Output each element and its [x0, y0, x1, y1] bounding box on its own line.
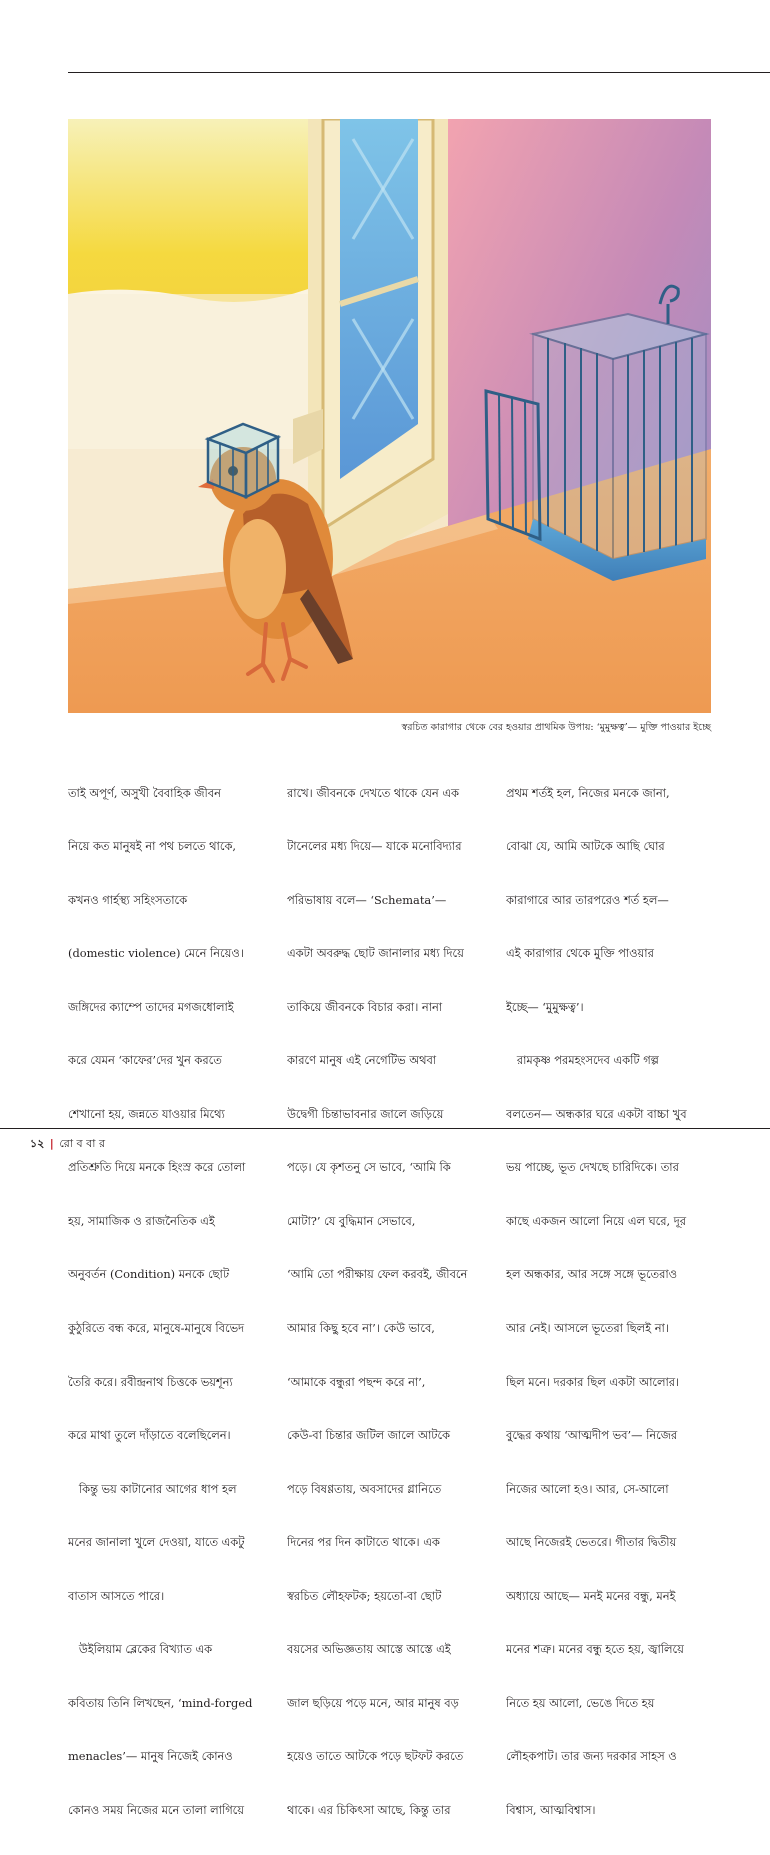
text-line: প্রথম শর্তই হল, নিজের মনকে জানা,: [506, 785, 670, 800]
text-line: উইলিয়াম ব্লেকের বিখ্যাত এক: [68, 1642, 213, 1657]
text-line: মোটা?’ যে বুদ্ধিমান সেভাবে,: [287, 1213, 416, 1228]
text-line: লৌহকপাট। তার জন্য দরকার সাহস ও: [506, 1749, 677, 1764]
text-line: কুঠুরিতে বন্ধ করে, মানুষে-মানুষে বিভেদ: [68, 1321, 245, 1335]
text-line: করে মাথা তুলে দাঁড়াতে বলেছিলেন।: [68, 1428, 231, 1443]
text-line: কখনও গার্হস্থ্য সহিংসতাকে: [68, 892, 188, 907]
text-line: পড়ে বিষণ্ণতায়, অবসাদের গ্লানিতে: [287, 1481, 442, 1496]
text-line: মনের শত্রু। মনের বন্ধু হতে হয়, জ্বালিয়ে: [506, 1642, 684, 1657]
text-line: পরিভাষায় বলে— ‘Schemata’—: [287, 892, 447, 907]
text-line: বোঝা যে, আমি আটকে আছি ঘোর: [506, 839, 665, 854]
text-line: শেখানো হয়, জন্নতে যাওয়ার মিথ্যে: [68, 1106, 225, 1121]
text-line: এই কারাগার থেকে মুক্তি পাওয়ার: [506, 946, 654, 961]
text-line: উদ্বেগী চিন্তাভাবনার জালে জড়িয়ে: [287, 1106, 444, 1121]
text-line: বুদ্ধের কথায় ‘আত্মদীপ ভব’— নিজের: [506, 1428, 678, 1443]
text-line: কবিতায় তিনি লিখছেন, ‘mind-forged: [68, 1695, 253, 1710]
text-line: নিতে হয় আলো, ভেঙে দিতে হয়: [506, 1695, 655, 1710]
text-line: হয়, সামাজিক ও রাজনৈতিক এই: [68, 1213, 215, 1228]
text-line: নিজের আলো হও। আর, সে-আলো: [506, 1481, 669, 1496]
column-3: [506, 749, 711, 1855]
text-line: বাতাস আসতে পারে।: [68, 1588, 165, 1603]
text-line: স্বরচিত লৌহফটক; হয়তো-বা ছোট: [287, 1588, 442, 1603]
text-line: রামকৃষ্ণ পরমহংসদেব একটি গল্প: [506, 1053, 659, 1068]
text-line: জাল ছড়িয়ে পড়ে মনে, আর মানুষ বড়: [287, 1695, 459, 1710]
text-line: (domestic violence) মেনে নিয়েও।: [68, 946, 244, 961]
text-line: আর নেই। আসলে ভূতেরা ছিলই না।: [506, 1321, 669, 1335]
text-line: নিয়ে কত মানুষই না পথ চলতে থাকে,: [68, 839, 237, 854]
text-line: কিন্তু ভয় কাটানোর আগের ধাপ হল: [68, 1481, 237, 1496]
text-line: জঙ্গিদের ক্যাম্পে তাদের মগজধোলাই: [68, 999, 234, 1014]
text-line: প্রতিশ্রুতি দিয়ে মনকে হিংস্র করে তোলা: [68, 1160, 246, 1175]
column-1: [68, 749, 273, 1855]
text-line: ছিল মনে। দরকার ছিল একটা আলোর।: [506, 1374, 680, 1389]
top-rule: [68, 72, 770, 73]
footer-separator: |: [49, 1137, 54, 1150]
bird-with-cage-on-head-icon: [68, 119, 711, 713]
bottom-rule: [0, 1128, 770, 1129]
text-line: বিশ্বাস, আত্মবিশ্বাস।: [506, 1802, 596, 1817]
column-2: [287, 749, 492, 1855]
text-line: অনুবর্তন (Condition) মনকে ছোট: [68, 1267, 230, 1282]
text-line: মনের জানালা খুলে দেওয়া, যাতে একটু: [68, 1535, 245, 1550]
text-line: দিনের পর দিন কাটাতে থাকে। এক: [287, 1535, 440, 1550]
text-line: কাছে একজন আলো নিয়ে এল ঘরে, দূর: [506, 1213, 686, 1228]
text-line: ইচ্ছে— ‘মুমুক্ষত্ব’।: [506, 999, 584, 1014]
illustration-caption: স্বরচিত কারাগার থেকে বের হওয়ার প্রাথমিক উপায়: ‘মুমুক্ষত্ব’— মুক্তি পাওয়ার ইচ্ছে: [401, 722, 711, 733]
magazine-name: রো ব বা র: [59, 1137, 106, 1150]
text-line: তৈরি করে। রবীন্দ্রনাথ চিত্তকে ভয়শূন্য: [68, 1374, 233, 1389]
text-line: তাই অপূর্ণ, অসুখী বৈবাহিক জীবন: [68, 785, 221, 800]
text-line: ‘আমি তো পরীক্ষায় ফেল করবই, জীবনে: [287, 1267, 468, 1282]
text-line: রাখে। জীবনকে দেখতে থাকে যেন এক: [287, 785, 459, 800]
illustration: [68, 119, 711, 713]
text-line: ‘আমাকে বন্ধুরা পছন্দ করে না’,: [287, 1374, 426, 1389]
text-line: করে যেমন ‘কাফের’দের খুন করতে: [68, 1053, 222, 1068]
text-line: টানেলের মধ্য দিয়ে— যাকে মনোবিদ্যার: [287, 839, 462, 854]
text-line: কোনও সময় নিজের মনে তালা লাগিয়ে: [68, 1802, 244, 1817]
text-line: কারাগারে আর তারপরেও শর্ত হল—: [506, 892, 669, 907]
text-line: আমার কিছু হবে না’। কেউ ভাবে,: [287, 1321, 435, 1335]
text-line: কারণে মানুষ এই নেগেটিভ অথবা: [287, 1053, 437, 1068]
text-line: হয়েও তাতে আটকে পড়ে ছটফট করতে: [287, 1749, 464, 1764]
text-line: বয়সের অভিজ্ঞতায় আস্তে আস্তে এই: [287, 1642, 451, 1657]
page-footer: [30, 1137, 105, 1151]
page-number: ১২: [30, 1137, 45, 1150]
text-line: পড়ে। যে কৃশতনু সে ভাবে, ‘আমি কি: [287, 1160, 451, 1175]
text-line: হল অন্ধকার, আর সঙ্গে সঙ্গে ভূতেরাও: [506, 1267, 678, 1282]
text-line: ভয় পাচ্ছে, ভূত দেখছে চারিদিকে। তার: [506, 1160, 679, 1175]
text-line: কেউ-বা চিন্তার জটিল জালে আটকে: [287, 1428, 451, 1443]
text-line: অধ্যায়ে আছে— মনই মনের বন্ধু, মনই: [506, 1588, 676, 1603]
text-line: একটা অবরুদ্ধ ছোট জানালার মধ্য দিয়ে: [287, 946, 464, 961]
text-line: তাকিয়ে জীবনকে বিচার করা। নানা: [287, 999, 443, 1014]
text-line: menacles’— মানুষ নিজেই কোনও: [68, 1749, 233, 1764]
text-line: বলতেন— অন্ধকার ঘরে একটা বাচ্চা খুব: [506, 1106, 687, 1121]
text-line: থাকে। এর চিকিৎসা আছে, কিন্তু তার: [287, 1802, 451, 1817]
text-line: আছে নিজেরই ভেতরে। গীতার দ্বিতীয়: [506, 1535, 677, 1550]
